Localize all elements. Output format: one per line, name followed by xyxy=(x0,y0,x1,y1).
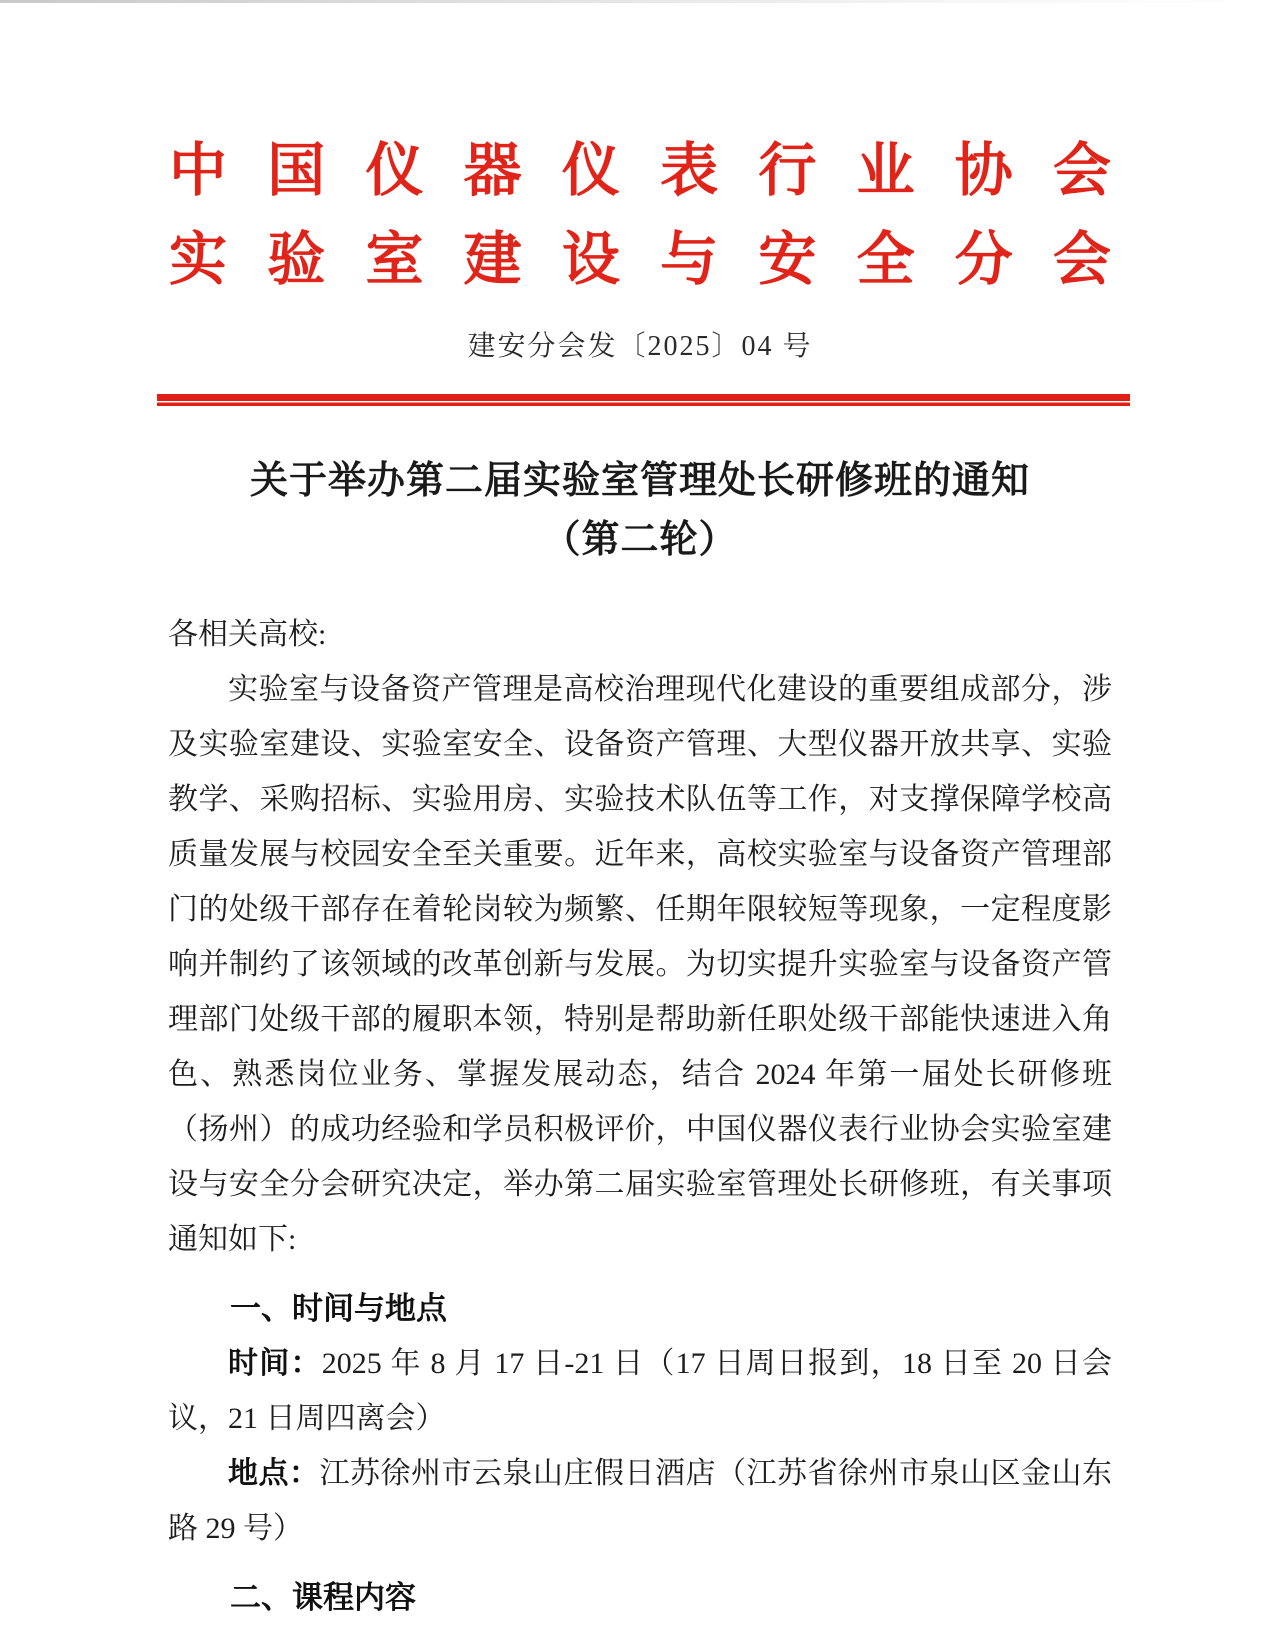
notice-subtitle: （第二轮） xyxy=(542,519,738,562)
org-name-line-1: 中 国 仪 器 仪 表 行 业 协 会 xyxy=(169,138,1111,203)
location-label: 地点： xyxy=(228,1456,320,1490)
time-paragraph xyxy=(168,1336,1112,1446)
location-value: 江苏徐州市云泉山庄假日酒店（江苏省徐州市泉山区金山东路 29 号） xyxy=(168,1456,1112,1545)
notice-title: 关于举办第二届实验室管理处长研修班的通知 xyxy=(249,459,1030,502)
time-value: 2025 年 8 月 17 日-21 日（17 日周日报到，18 日至 20 日会议，21 日周四离会） xyxy=(168,1346,1112,1435)
body-paragraph: 实验室与设备资产管理是高校治理现代化建设的重要组成部分，涉及实验室建设、实验室安全、设备资产管理、大型仪器开放共享、实验教学、采购招标、实验用房、实验技术队伍等工作，对支撑保障学校高质量发展与校园安全至关重要。近年来，高校实验室与设备资产管理部门的处级干部存在着轮岗较为频繁、任期年限较短等现象，一定程度影响并制约了该领域的改革创新与发展。为切实提升实验室与设备资产管理部门处级干部的履职本领，特别是帮助新任职处级干部能快速进入角色、熟悉岗位业务、掌握发展动态，结合 2024 年第一届处长研修班（扬州）的成功经验和学员积极评价，中国仪器仪表行业协会实验室建设与安全分会研究决定，举办第二届实验室管理处长研修班，有关事项通知如下: xyxy=(168,672,1112,1256)
salutation: 各相关高校: xyxy=(168,617,327,651)
document-number: 建安分会发〔2025〕04 号 xyxy=(467,331,813,363)
section-heading-course-content: 二、课程内容 xyxy=(230,1579,416,1615)
red-divider-rule xyxy=(157,394,1130,406)
document-content xyxy=(168,0,1112,1625)
time-label: 时间： xyxy=(228,1346,322,1380)
location-paragraph xyxy=(168,1446,1112,1556)
org-name-line-2: 实 验 室 建 设 与 安 全 分 会 xyxy=(169,226,1111,292)
section-heading-time-location: 一、时间与地点 xyxy=(230,1290,447,1326)
